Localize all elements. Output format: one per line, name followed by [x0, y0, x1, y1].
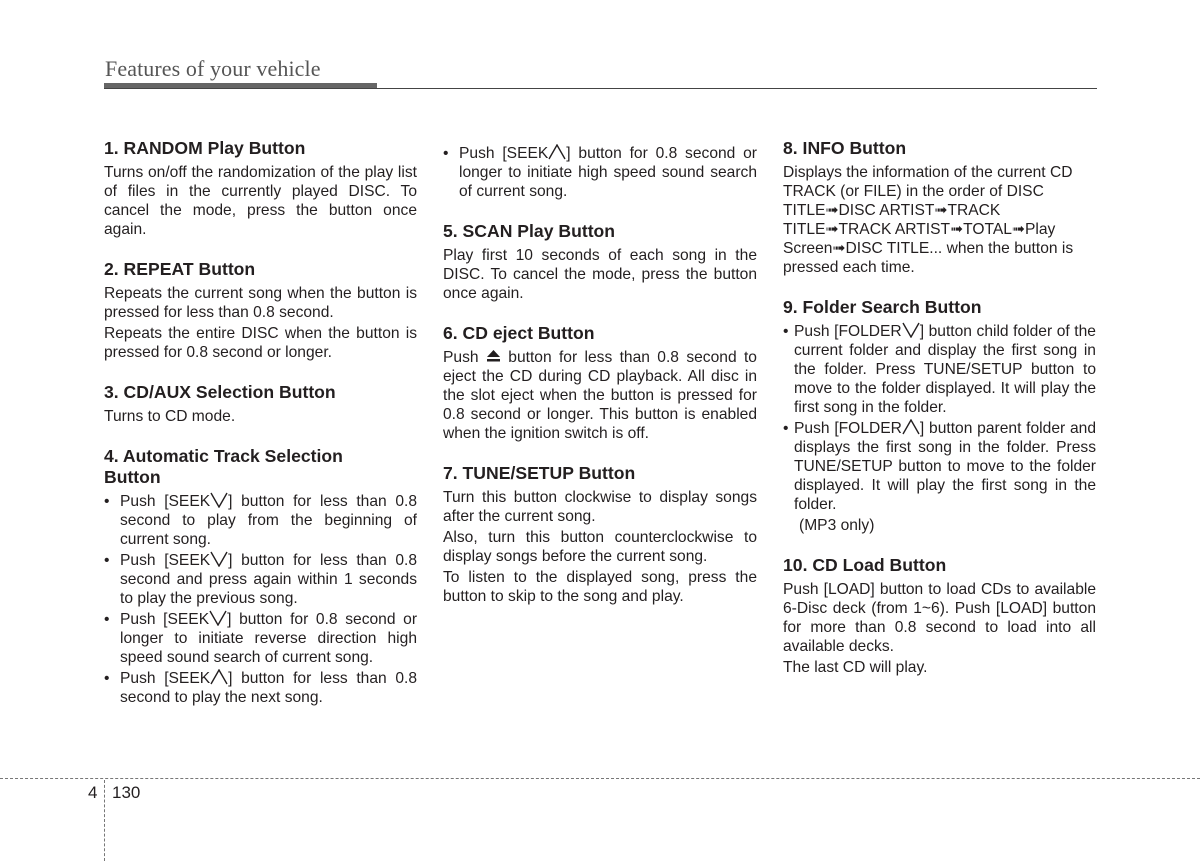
section-text: Turns to CD mode. — [104, 408, 236, 425]
section-title: 9. Folder Search Button — [783, 297, 982, 317]
bullet-text: ] button child folder of the current folder and display the first song in the folder. Press TUNE/SETUP button to move to the folder displayed. It will play the first song in the folder. — [794, 323, 1096, 416]
section-text — [443, 348, 757, 443]
bullet: • — [783, 420, 789, 437]
section-scan — [443, 221, 757, 303]
page-number: 130 — [112, 783, 141, 802]
bullet: • — [104, 611, 110, 628]
section-text: The last CD will play. — [783, 659, 928, 676]
column-1 — [104, 138, 417, 727]
section-title: 1. RANDOM Play Button — [104, 138, 306, 158]
section-title: 10. CD Load Button — [783, 555, 947, 575]
bullet: • — [443, 145, 449, 162]
eject-post: button for less than 0.8 second to eject the CD during CD playback. All disc in the slot eject when the button is pressed for 0.8 second or longer. This button is enabled when the ignition switch is off. — [443, 349, 757, 442]
bullet: • — [104, 552, 110, 569]
section-text: Play first 10 seconds of each song in the DISC. To cancel the mode, press the button once again. — [443, 247, 757, 302]
section-cd-aux — [104, 382, 417, 426]
bullet-text: ] button for 0.8 second or longer to initiate reverse direction high speed sound search of current song. — [120, 611, 418, 666]
section-seek-continued — [443, 144, 757, 201]
section-text: Turn this button clockwise to display songs after the current song. — [443, 489, 757, 525]
section-auto-track — [104, 446, 417, 707]
section-title: 3. CD/AUX Selection Button — [104, 382, 336, 402]
bullet-text: Push [FOLDER — [794, 420, 902, 437]
bullet-text: ] button for less than 0.8 second to play the next song. — [120, 670, 417, 706]
list-item — [443, 144, 757, 201]
section-title: 6. CD eject Button — [443, 323, 595, 343]
header-rule-thin — [104, 88, 1097, 89]
chevron-down-icon — [210, 492, 228, 508]
bullet-text: Push [SEEK — [459, 145, 549, 162]
eject-pre: Push — [443, 349, 479, 366]
footer-vertical-divider — [104, 780, 105, 861]
bullet-text: ] button for 0.8 second or longer to initiate high speed sound search of current song. — [459, 145, 757, 200]
list-item — [783, 322, 1096, 417]
eject-icon — [486, 349, 501, 366]
chevron-down-icon — [209, 610, 227, 626]
bullet-text: ] button for less than 0.8 second and press again within 1 seconds to play the previous song. — [120, 552, 417, 607]
header-title: Features of your vehicle — [105, 56, 321, 81]
chevron-down-icon — [902, 322, 920, 338]
section-title: 7. TUNE/SETUP Button — [443, 463, 636, 483]
chevron-up-icon — [210, 669, 228, 685]
note-text: (MP3 only) — [799, 517, 875, 534]
chevron-up-icon — [548, 144, 566, 160]
bullet-text: Push [SEEK — [120, 670, 211, 687]
section-tune-setup — [443, 463, 757, 606]
bullet-text: ] button for less than 0.8 second to play from the beginning of current song. — [120, 493, 417, 548]
list-item — [104, 551, 417, 608]
list-item — [104, 610, 417, 667]
column-2 — [443, 144, 757, 626]
section-title: 5. SCAN Play Button — [443, 221, 616, 241]
bullet-text: Push [SEEK — [120, 611, 210, 628]
footer-divider — [0, 778, 1200, 779]
section-folder-search — [783, 297, 1096, 535]
section-cd-eject — [443, 323, 757, 443]
section-cd-load — [783, 555, 1096, 677]
section-title — [104, 446, 417, 488]
list-item — [104, 492, 417, 549]
section-text: Push [LOAD] button to load CDs to available 6-Disc deck (from 1~6). Push [LOAD] button for more than 0.8 second to load into all available decks. — [783, 581, 1096, 655]
section-text: Turns on/off the randomization of the play list of files in the currently played DISC. To cancel the mode, press the button once again. — [104, 164, 417, 238]
section-text: Also, turn this button counterclockwise to display songs before the current song. — [443, 529, 757, 565]
bullet: • — [104, 493, 110, 510]
bullet-text: Push [FOLDER — [794, 323, 902, 340]
column-3 — [783, 138, 1096, 697]
bullet: • — [783, 323, 789, 340]
section-info — [783, 138, 1096, 277]
bullet-text: Push [SEEK — [120, 552, 211, 569]
section-title: 2. REPEAT Button — [104, 259, 256, 279]
section-text: Repeats the entire DISC when the button is pressed for 0.8 second or longer. — [104, 325, 417, 361]
section-random — [104, 138, 417, 239]
section-text: Repeats the current song when the button is pressed for less than 0.8 second. — [104, 285, 417, 321]
bullet-text: Push [SEEK — [120, 493, 211, 510]
list-item — [783, 419, 1096, 514]
chapter-number: 4 — [88, 783, 98, 802]
section-title-text: 4. Automatic Track Selection Button — [104, 446, 343, 487]
bullet-text: ] button parent folder and displays the first song in the folder. Press TUNE/SETUP button to move to the folder displayed. It will play the first song in the folder. — [794, 420, 1096, 513]
chevron-up-icon — [902, 419, 920, 435]
bullet: • — [104, 670, 110, 687]
section-repeat — [104, 259, 417, 362]
list-item — [104, 669, 417, 707]
chevron-down-icon — [210, 551, 228, 567]
section-text: Displays the information of the current CD TRACK (or FILE) in the order of DISC TITLE➟DISC ARTIST➟TRACK TITLE➟TRACK ARTIST➟TOTAL➟Play Screen➟DISC TITLE... when the button is pressed each time. — [783, 164, 1074, 276]
section-title: 8. INFO Button — [783, 138, 907, 158]
section-text: To listen to the displayed song, press the button to skip to the song and play. — [443, 569, 757, 605]
